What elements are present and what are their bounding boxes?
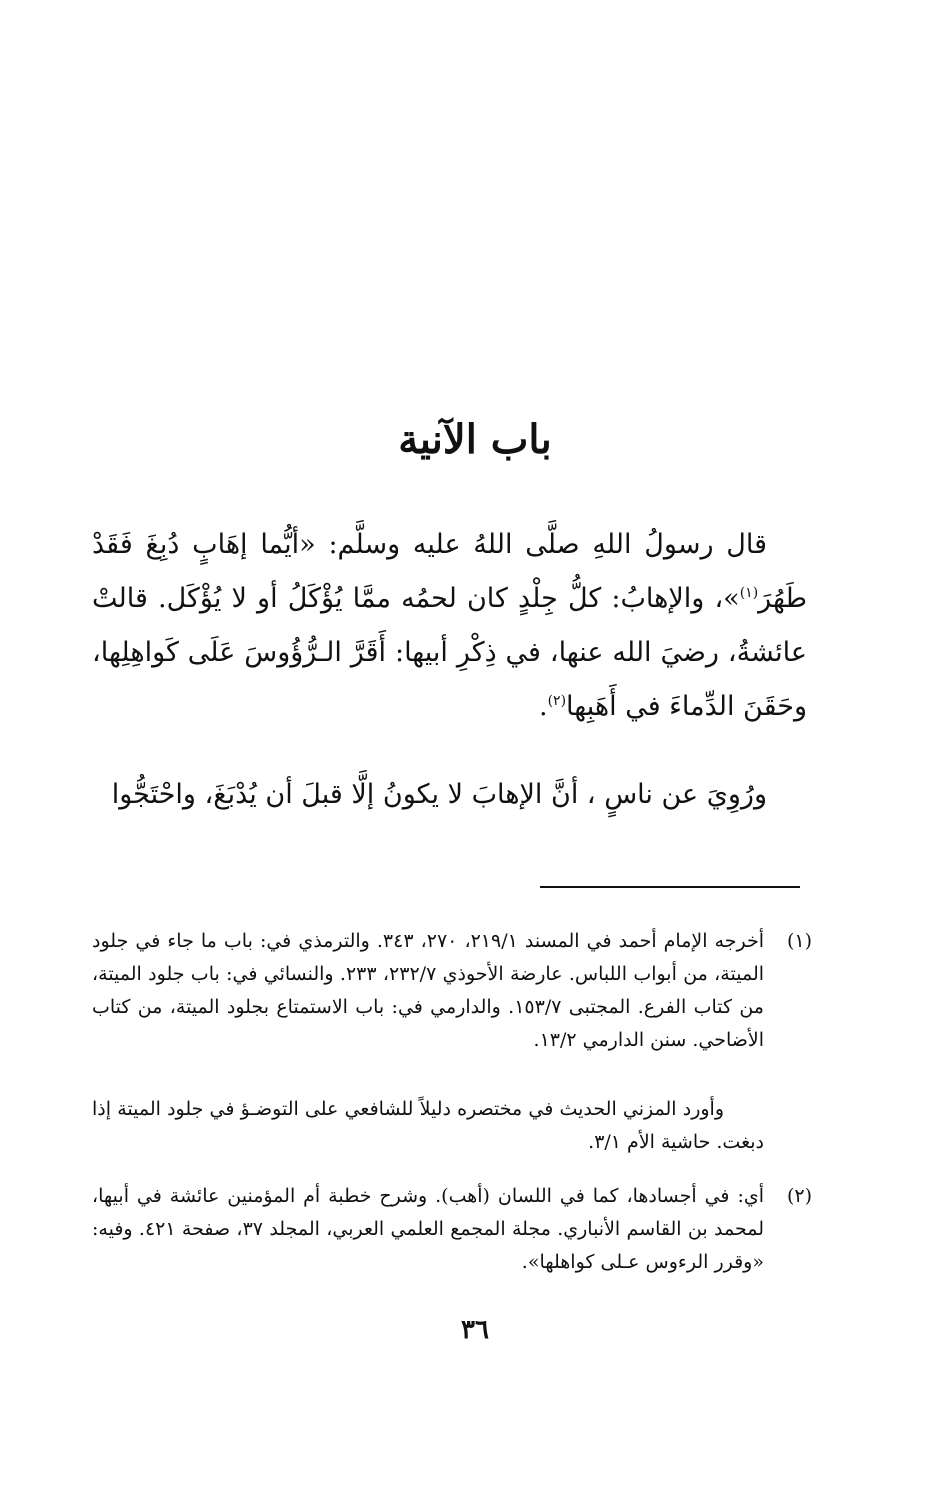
footnote-ref-2[interactable]: (٢) [547,693,567,709]
footnote-number: (٢) [786,1185,812,1207]
body-paragraph-1 [92,518,807,734]
footnote-ref-1[interactable]: (١) [739,585,759,601]
paragraph-text: قال رسولُ اللهِ صلَّى اللهُ عليه وسلَّم: «أيُّما إهَابٍ دُبِغَ فَقَدْ طَهُرَ [92,529,807,614]
page-number: ٣٦ [461,1315,489,1345]
footnote-separator [540,886,800,888]
body-paragraph-2: ورُوِيَ عن ناسٍ ، أنَّ الإهابَ لا يكونُ إلَّا قبلَ أن يُدْبَغَ، واحْتَجُّوا [111,779,767,810]
footnote-2 [92,1180,812,1279]
paragraph-text: . [538,691,548,722]
footnote-1 [92,925,812,1057]
footnote-text: أخرجه الإمام أحمد في المسند ٢١٩/١، ٢٧٠، ٣٤٣. والترمذي في: باب ما جاء في جلود الميتة، من أبواب اللباس. عارضة الأحوذي ٢٣٢/٧، ٢٣٣. والنسائي في: باب جلود الميتة، من كتاب الفرع. المجتبى ١٥٣/٧. والدارمي في: باب الاستمتاع بجلود الميتة، من كتاب الأضاحي. سنن الدارمي ١٣/٢. [92,930,765,1051]
footnote-1-continuation [92,1093,812,1159]
paragraph-text: »، والإهابُ: كلُّ جِلْدٍ كان لحمُه ممَّا يُؤْكَلُ أو لا يُؤْكَل. قالتْ عائشةُ، رضيَ الله عنها، في ذِكْرِ أبيها: أَقَرَّ الـرُّؤُوسَ عَلَى كَواهِلِها، وحَقَنَ الدِّماءَ في أَهَبِها [92,583,807,722]
footnote-text: وأورد المزني الحديث في مختصره دليلاً للشافعي على التوضـؤ في جلود الميتة إذا دبغت. حاشية الأم ٣/١. [92,1098,764,1153]
footnote-number: (١) [786,930,812,952]
chapter-title: باب الآنية [398,416,552,463]
footnote-text: أي: في أجسادها، كما في اللسان (أهب). وشرح خطبة أم المؤمنين عائشة في أبيها، لمحمد بن القاسم الأنباري. مجلة المجمع العلمي العربي، المجلد ٣٧، صفحة ٤٢١. وفيه: «وقرر الرءوس عـلى كواهلها». [92,1185,764,1273]
